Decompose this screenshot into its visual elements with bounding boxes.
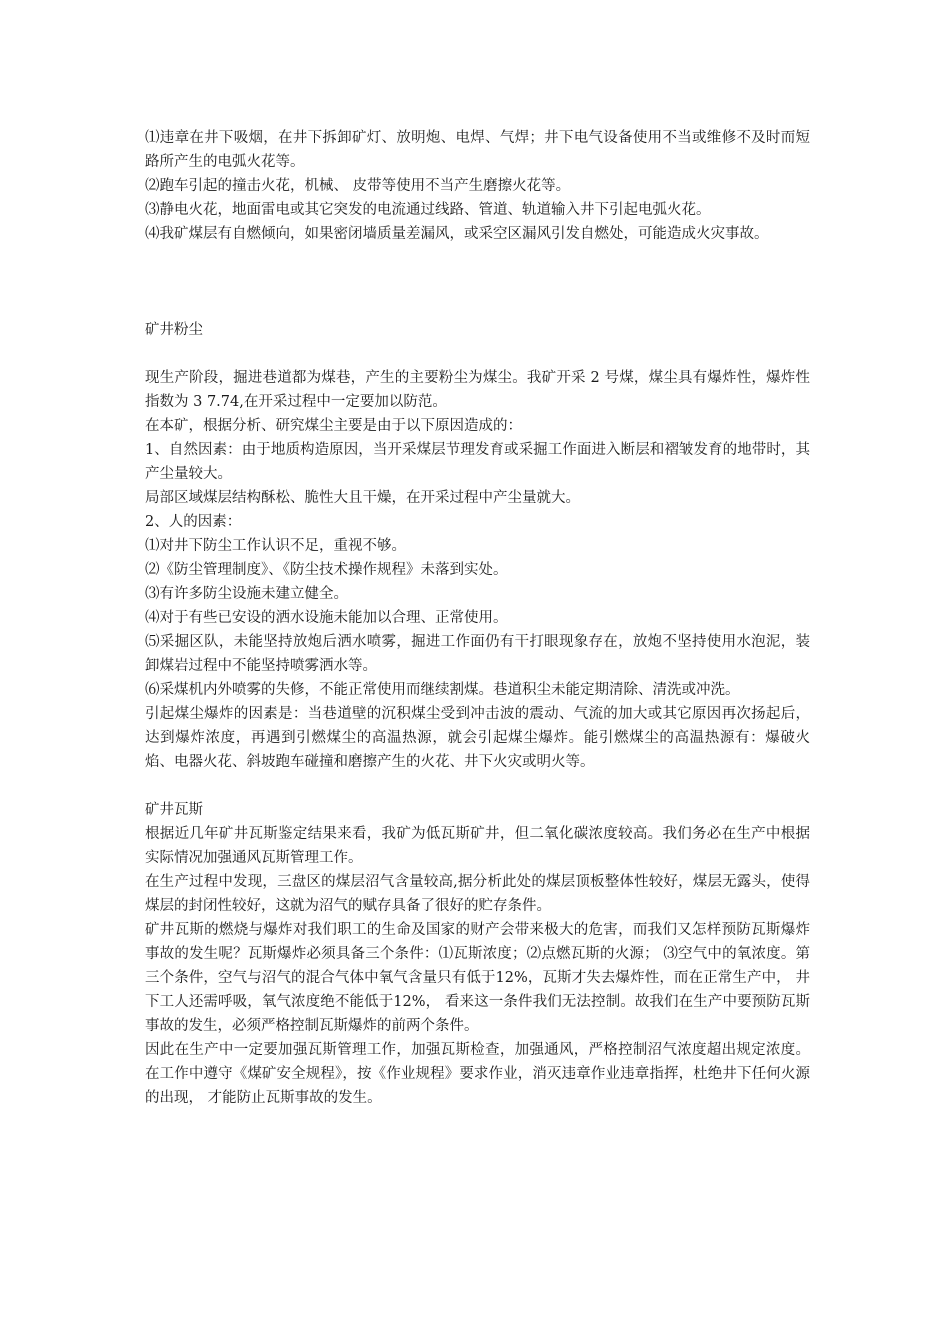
- dust-paragraph-9: ⑷对于有些已安设的洒水设施未能加以合理、正常使用。: [145, 610, 508, 626]
- dust-paragraph-7: ⑵《防尘管理制度》、《防尘技术操作规程》未落到实处。: [145, 562, 508, 578]
- dust-paragraph-5: 2、人的因素：: [145, 514, 242, 530]
- spacer: [145, 246, 810, 318]
- dust-paragraph-1: 现生产阶段，掘进巷道都为煤巷，产生的主要粉尘为煤尘。我矿开采 2 号煤，煤尘具有爆炸性，爆炸性指数为 3 7.74,在开采过程中一定要加以防范。: [145, 370, 810, 410]
- spacer: [145, 774, 810, 798]
- fire-item-3: ⑶静电火花，地面雷电或其它突发的电流通过线路、管道、轨道输入井下引起电弧火花。: [145, 202, 711, 218]
- gas-paragraph-2: 在生产过程中发现，三盘区的煤层沼气含量较高,据分析此处的煤层顶板整体性较好，煤层无露头，使得煤层的封闭性较好，这就为沼气的赋存具备了很好的贮存条件。: [145, 874, 810, 914]
- spacer: [145, 342, 810, 366]
- gas-heading: 矿井瓦斯: [145, 802, 203, 818]
- fire-section: [145, 126, 810, 246]
- document-page: [145, 126, 810, 1110]
- dust-section: [145, 318, 810, 774]
- dust-paragraph-4: 局部区域煤层结构酥松、脆性大且干燥，在开采过程中产尘量就大。: [145, 490, 580, 506]
- fire-item-4: ⑷我矿煤层有自燃倾向，如果密闭墙质量差漏风，或采空区漏风引发自燃处，可能造成火灾事故。: [145, 226, 769, 242]
- dust-paragraph-6: ⑴对井下防尘工作认识不足，重视不够。: [145, 538, 406, 554]
- gas-section: [145, 798, 810, 1110]
- gas-paragraph-1: 根据近几年矿井瓦斯鉴定结果来看，我矿为低瓦斯矿井，但二氧化碳浓度较高。我们务必在生产中根据实际情况加强通风瓦斯管理工作。: [145, 826, 810, 866]
- dust-paragraph-12: 引起煤尘爆炸的因素是：当巷道壁的沉积煤尘受到冲击波的震动、气流的加大或其它原因再次扬起后，达到爆炸浓度，再遇到引燃煤尘的高温热源，就会引起煤尘爆炸。能引燃煤尘的高温热源有：爆破火焰、电器火花、斜坡跑车碰撞和磨擦产生的火花、井下火灾或明火等。: [145, 706, 810, 770]
- gas-paragraph-3: 矿井瓦斯的燃烧与爆炸对我们职工的生命及国家的财产会带来极大的危害，而我们又怎样预防瓦斯爆炸事故的发生呢？瓦斯爆炸必须具备三个条件：⑴瓦斯浓度；⑵点燃瓦斯的火源； ⑶空气中的氧浓度。第三个条件，空气与沼气的混合气体中氧气含量只有低于12%，瓦斯才失去爆炸性，而在正常生产中， 井下工人还需呼吸，氧气浓度绝不能低于12%， 看来这一条件我们无法控制。故我们在生产中要预防瓦斯事故的发生，必须严格控制瓦斯爆炸的前两个条件。: [145, 922, 810, 1034]
- fire-item-1: ⑴违章在井下吸烟，在井下拆卸矿灯、放明炮、电焊、气焊；井下电气设备使用不当或维修不及时而短路所产生的电弧火花等。: [145, 130, 810, 170]
- dust-paragraph-10: ⑸采掘区队，未能坚持放炮后洒水喷雾，掘进工作面仍有干打眼现象存在，放炮不坚持使用水泡泥，装卸煤岩过程中不能坚持喷雾洒水等。: [145, 634, 810, 674]
- fire-item-2: ⑵跑车引起的撞击火花，机械、 皮带等使用不当产生磨擦火花等。: [145, 178, 571, 194]
- dust-heading: 矿井粉尘: [145, 322, 203, 338]
- dust-paragraph-11: ⑹采煤机内外喷雾的失修，不能正常使用而继续割煤。巷道积尘未能定期清除、清洗或冲洗。: [145, 682, 740, 698]
- gas-paragraph-4: 因此在生产中一定要加强瓦斯管理工作，加强瓦斯检查，加强通风，严格控制沼气浓度超出规定浓度。在工作中遵守《煤矿安全规程》，按《作业规程》要求作业，消灭违章作业违章指挥，杜绝井下任何火源的出现， 才能防止瓦斯事故的发生。: [145, 1042, 810, 1106]
- dust-paragraph-8: ⑶有许多防尘设施未建立健全。: [145, 586, 348, 602]
- dust-paragraph-3: 1、自然因素：由于地质构造原因，当开采煤层节理发育或采掘工作面进入断层和褶皱发育的地带时，其产尘量较大。: [145, 442, 810, 482]
- dust-paragraph-2: 在本矿，根据分析、研究煤尘主要是由于以下原因造成的：: [145, 418, 522, 434]
